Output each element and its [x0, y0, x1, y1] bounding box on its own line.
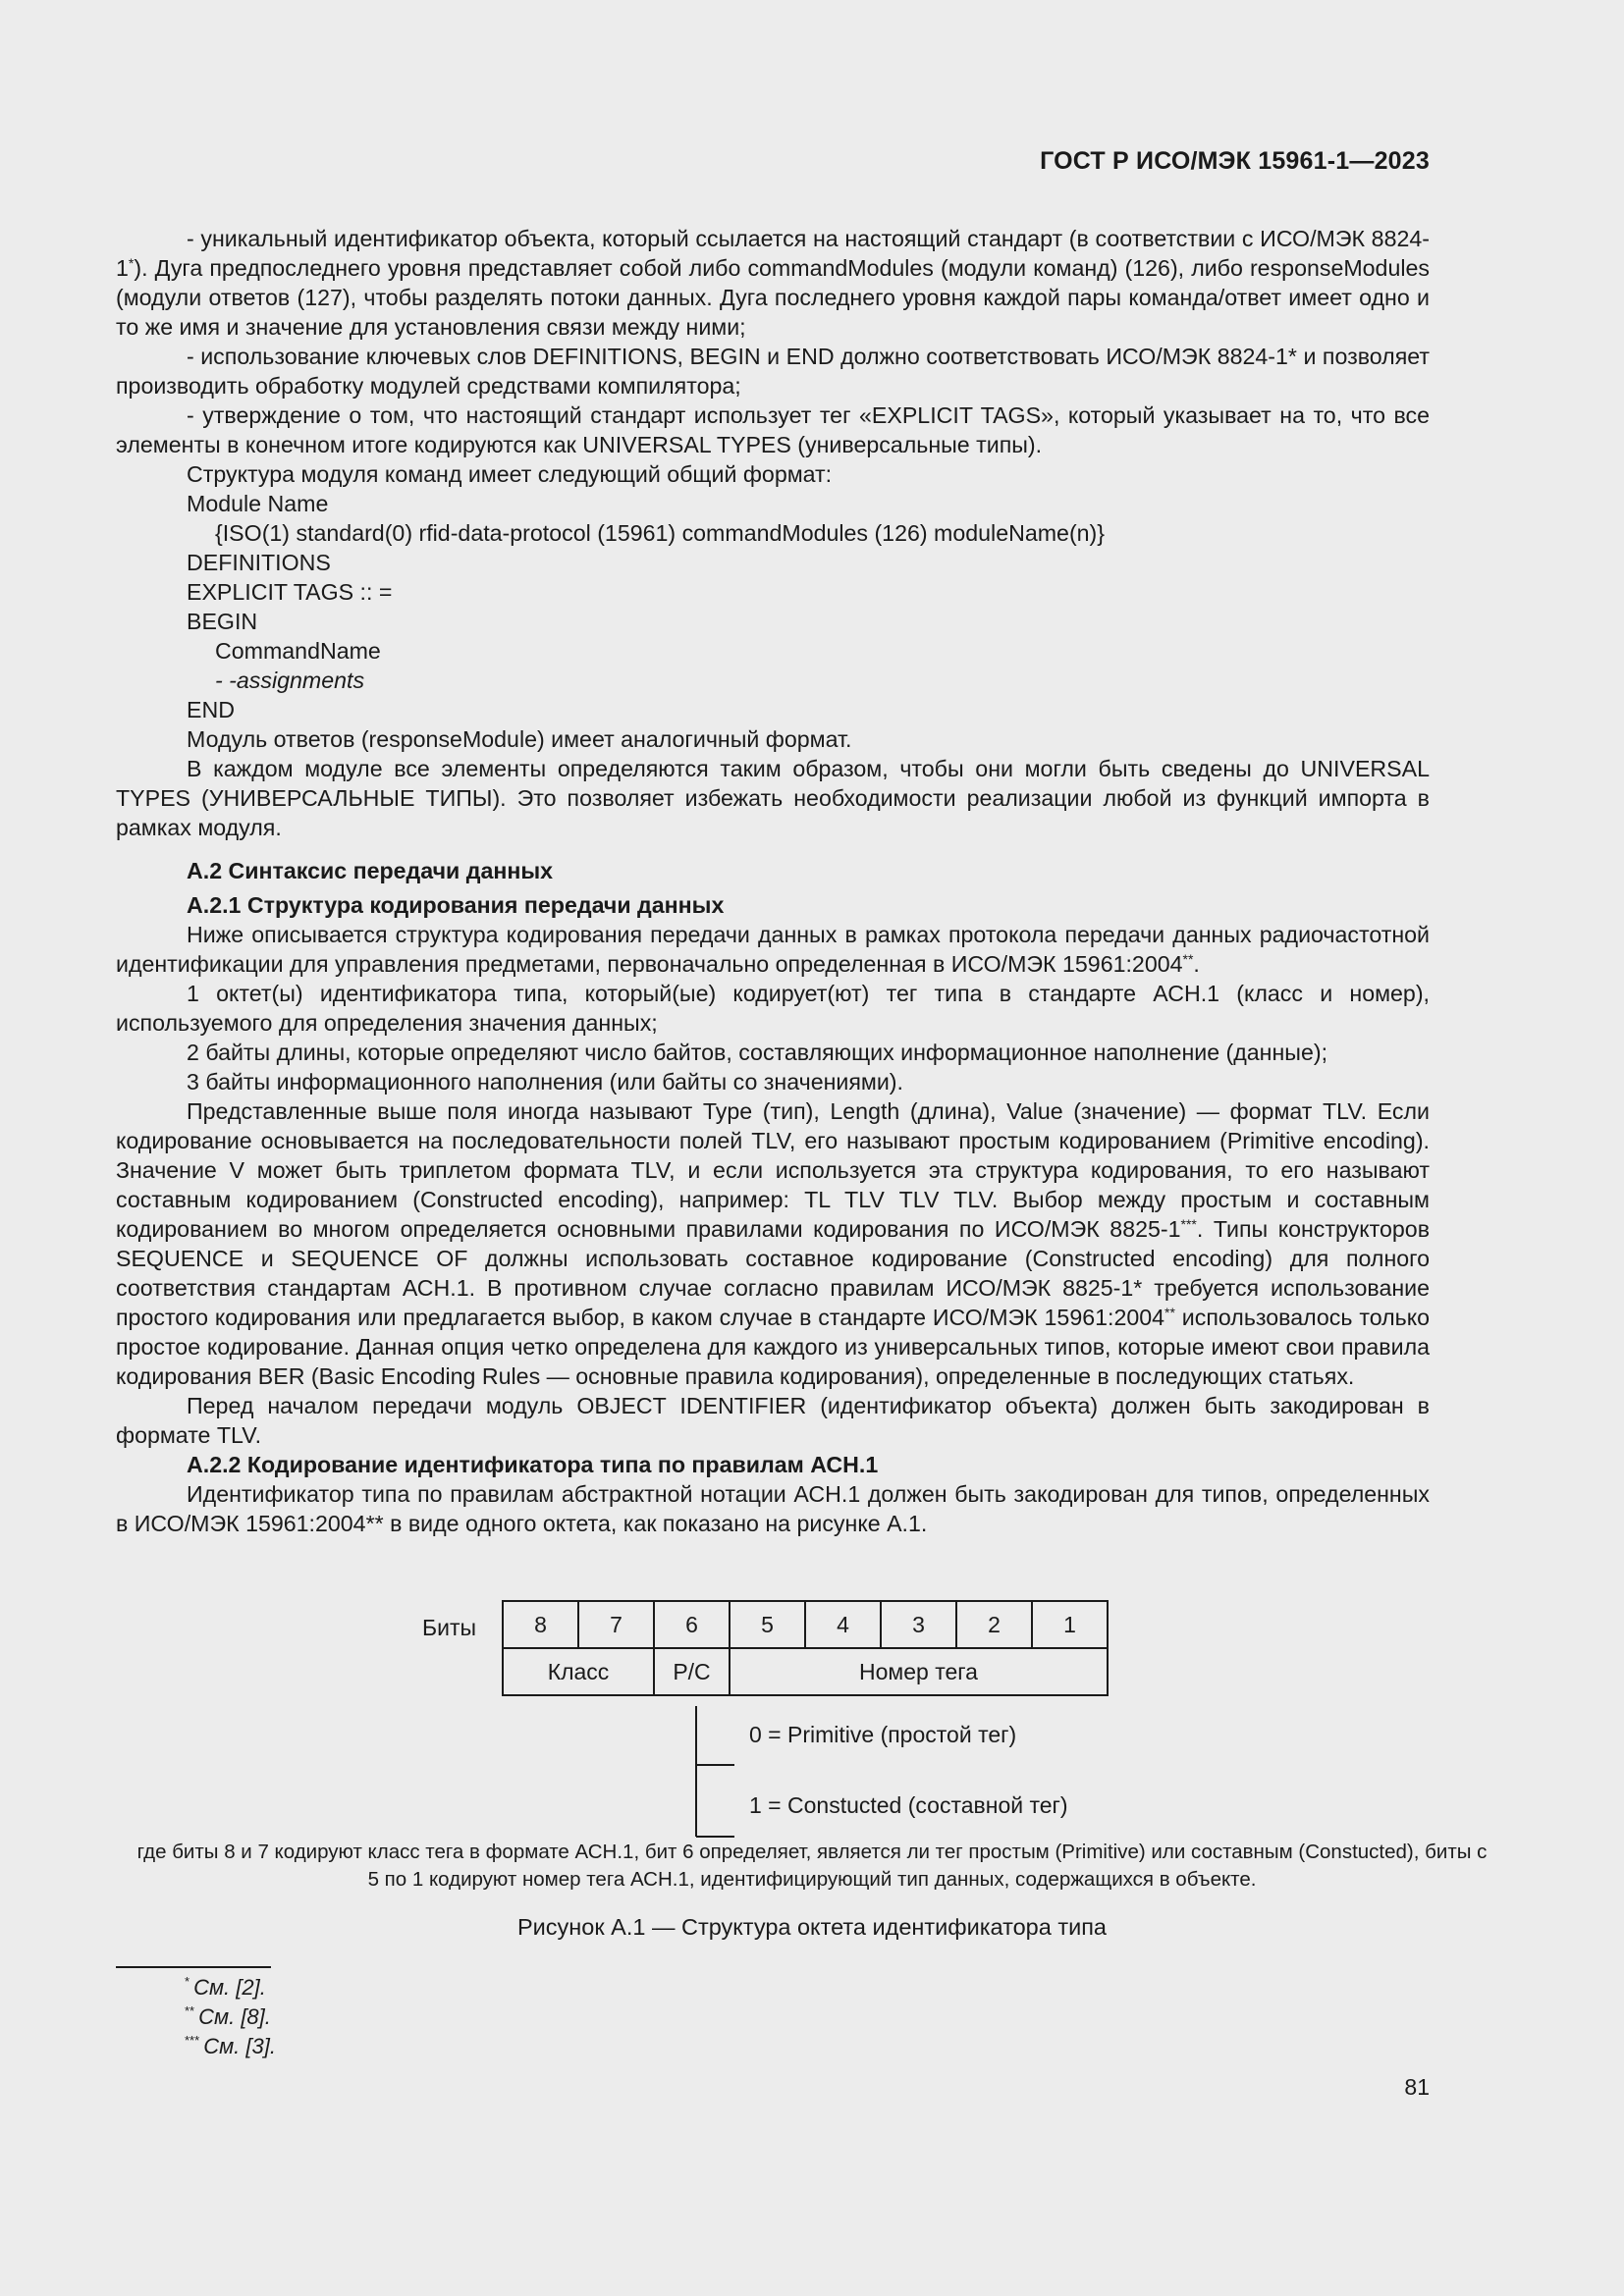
code-line: {ISO(1) standard(0) rfid-data-protocol (15961) commandModules (126) moduleName(n)}	[215, 520, 1106, 546]
paragraph: - утверждение о том, что настоящий стандарт использует тег «EXPLICIT TAGS», который указывает на то, что все элементы в конечном итоге кодируются как UNIVERSAL TYPES (универсальные типы).	[116, 402, 1430, 457]
paragraph: 1 октет(ы) идентификатора типа, который(ые) кодирует(ют) тег типа в стандарте АСН.1 (класс и номер), используемого для определения значения данных;	[116, 981, 1430, 1036]
constructed-option: 1 = Constucted (составной тег)	[749, 1792, 1068, 1818]
footnote-separator	[116, 1966, 271, 1968]
page-number: 81	[1404, 2074, 1430, 2100]
code-line: CommandName	[215, 638, 381, 664]
body-text	[116, 224, 1430, 1538]
code-line: BEGIN	[187, 609, 258, 634]
bit-cell: 2	[956, 1601, 1032, 1648]
paragraph: Представленные выше поля иногда называют Type (тип), Length (длина), Value (значение) — формат TLV. Если кодирование основывается на последовательности полей TLV, его называют простым кодированием (Primitive encoding). Значение V может быть триплетом формата TLV, и если используется эта структура кодирования, то его называют составным кодированием (Constructed encoding), например: TL TLV TLV TLV. Выбор между простым и составным кодированием во многом определяется основными правилами кодирования по ИСО/МЭК 8825-1***. Типы конструкторов SEQUENCE и SEQUENCE OF должны использовать составное кодирование (Constructed encoding) для полного соответствия стандартам АСН.1. В противном случае согласно правилам ИСО/МЭК 8825-1* требуется использование простого кодирования или предлагается выбор, в каком случае в стандарте ИСО/МЭК 15961:2004** использовалось только простое кодирование. Данная опция четко определена для каждого из универсальных типов, которые имеют свои правила кодирования BER (Basic Encoding Rules — основные правила кодирования), определенные в последующих статьях.	[116, 1098, 1431, 1389]
bits-label: Биты	[422, 1615, 477, 1640]
bit-cell: 7	[578, 1601, 654, 1648]
paragraph: - использование ключевых слов DEFINITIONS, BEGIN и END должно соответствовать ИСО/МЭК 8824-1* и позволяет производить обработку модулей средствами компилятора;	[116, 344, 1430, 399]
tag-number-cell: Номер тега	[730, 1648, 1108, 1695]
primitive-option: 0 = Primitive (простой тег)	[749, 1722, 1017, 1747]
bit-cell: 4	[805, 1601, 881, 1648]
bit-cell: 8	[503, 1601, 578, 1648]
octet-figure	[0, 1598, 1624, 1873]
code-line: Module Name	[187, 491, 329, 516]
bit-cell: 1	[1032, 1601, 1108, 1648]
figure-note: где биты 8 и 7 кодируют класс тега в формате АСН.1, бит 6 определяет, является ли тег простым (Primitive) или составным (Constucted), биты с 5 по 1 кодируют номер тега АСН.1, идентифицирующий тип данных, содержащихся в объекте.	[136, 1841, 1488, 1891]
bit-cell: 3	[881, 1601, 956, 1648]
code-line: EXPLICIT TAGS :: =	[187, 579, 393, 605]
paragraph: Идентификатор типа по правилам абстрактной нотации АСН.1 должен быть закодирован для типов, определенных в ИСО/МЭК 15961:2004** в виде одного октета, как показано на рисунке А.1.	[116, 1481, 1430, 1536]
bit-cell: 6	[654, 1601, 730, 1648]
page-header: ГОСТ Р ИСО/МЭК 15961-1—2023	[1040, 147, 1430, 175]
paragraph: Структура модуля команд имеет следующий общий формат:	[187, 461, 833, 487]
paragraph: В каждом модуле все элементы определяются таким образом, чтобы они могли быть сведены до UNIVERSAL TYPES (УНИВЕРСАЛЬНЫЕ ТИПЫ). Это позволяет избежать необходимости реализации любой из функций импорта в рамках модуля.	[116, 756, 1430, 840]
code-line: DEFINITIONS	[187, 550, 331, 575]
section-heading: А.2 Синтаксис передачи данных	[187, 858, 554, 883]
subsection-heading: А.2.2 Кодирование идентификатора типа по правилам АСН.1	[187, 1452, 879, 1477]
pc-connector	[695, 1706, 744, 1843]
paragraph: Ниже описывается структура кодирования передачи данных в рамках протокола передачи данных радиочастотной идентификации для управления предметами, первоначально определенная в ИСО/МЭК 15961:2004**.	[116, 922, 1430, 977]
paragraph: 2 байты длины, которые определяют число байтов, составляющих информационное наполнение (данные);	[187, 1040, 1328, 1065]
footnote: ** См. [8].	[185, 2003, 271, 2029]
paragraph: - уникальный идентификатор объекта, который ссылается на настоящий стандарт (в соответствии с ИСО/МЭК 8824-1*). Дуга предпоследнего уровня представляет собой либо commandModules (модули команд) (126), либо responseModules (модули ответов (127), чтобы разделять потоки данных. Дуга последнего уровня каждой пары команда/ответ имеет одно и то же имя и значение для установления связи между ними;	[116, 226, 1430, 340]
code-line: - -assignments	[215, 667, 365, 693]
paragraph: 3 байты информационного наполнения (или байты со значениями).	[187, 1069, 903, 1095]
footnote: * См. [2].	[185, 1974, 266, 2000]
bit-cell: 5	[730, 1601, 805, 1648]
bit-table	[502, 1600, 1109, 1696]
pc-cell: P/C	[654, 1648, 730, 1695]
footnotes	[185, 1973, 276, 2061]
class-cell: Класс	[503, 1648, 654, 1695]
subsection-heading: А.2.1 Структура кодирования передачи данных	[187, 892, 725, 918]
paragraph: Перед началом передачи модуль OBJECT IDENTIFIER (идентификатор объекта) должен быть закодирован в формате TLV.	[116, 1393, 1430, 1448]
footnote: *** См. [3].	[185, 2033, 276, 2058]
figure-caption: Рисунок А.1 — Структура октета идентификатора типа	[516, 1914, 1108, 1940]
code-line: END	[187, 697, 235, 722]
paragraph: Модуль ответов (responseModule) имеет аналогичный формат.	[187, 726, 852, 752]
